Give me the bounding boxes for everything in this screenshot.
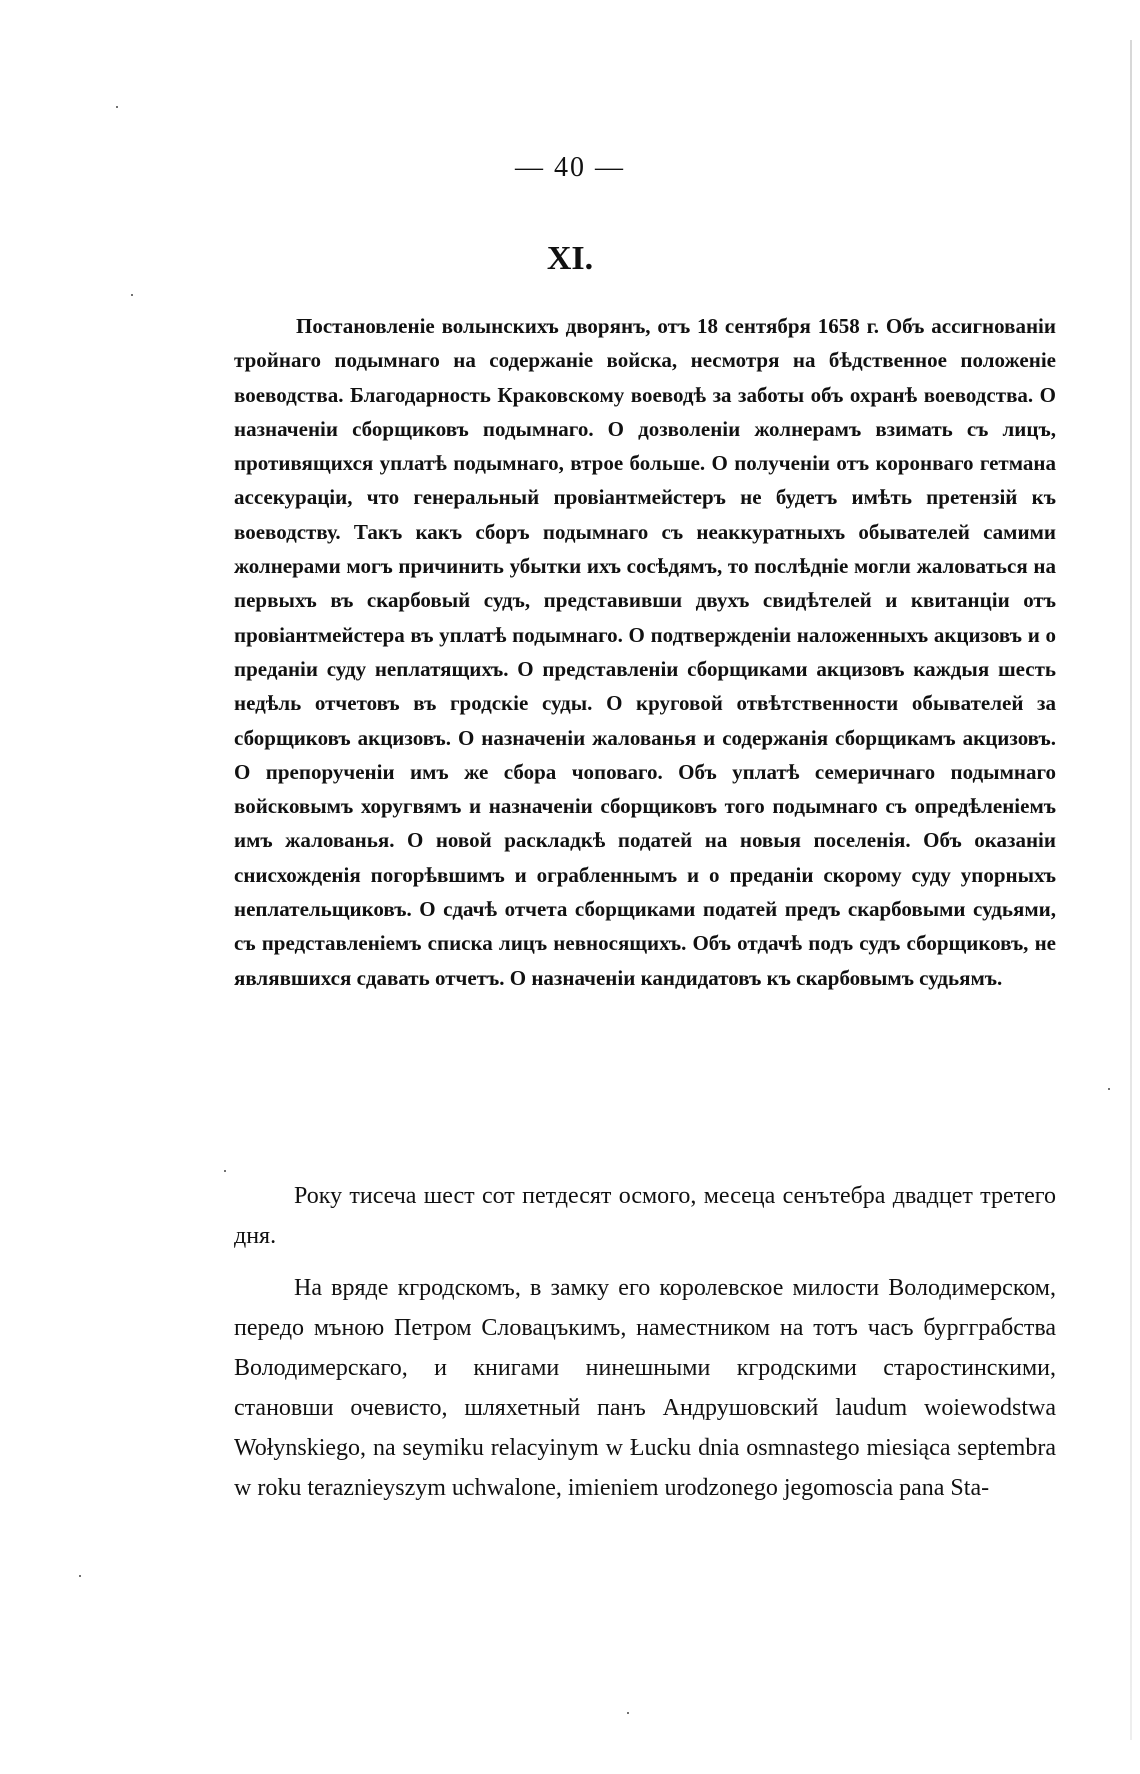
section-title: XI. [546, 240, 594, 277]
scan-speck [1108, 1088, 1110, 1090]
page-edge-shadow [1130, 40, 1132, 1740]
body-paragraph-date: Року тисеча шест сот петдесят осмого, месеца сенътебра двадцет третего дня. [234, 1183, 1056, 1249]
body-paragraph-main: На вряде кгродскомъ, в замку его королевское милости Володимерском, передо мъною Петром Словацъкимъ, наместником на тотъ часъ бургграбства Володимерскаго, и книгами нинешными кгродскими старостинскими, становши очевисто, шляхетный панъ Андрушовский laudum woiewodstwa Wołynskiego, na seymiku relacyinym w Łucku dnia osmnastego miesiąca septembra w roku teraznieyszym uchwalone, imieniem urodzonego jegomoscia pana Sta- [234, 1275, 1056, 1501]
scan-speck [224, 1170, 226, 1172]
scan-speck [131, 294, 133, 296]
scan-speck [627, 1712, 629, 1714]
section-summary: Постановленіе волынскихъ дворянъ, отъ 18 сентября 1658 г. Объ ассигнованіи тройнаго подымнаго на содержаніе войска, несмотря на бѣдственное положеніе воеводства. Благодарность Краковскому воеводѣ за заботы объ охранѣ воеводства. О назначеніи сборщиковъ подымнаго. О дозволеніи жолнерамъ взимать съ лицъ, противящихся уплатѣ подымнаго, втрое больше. О полученіи отъ коронваго гетмана ассекураціи, что генеральный провіантмейстеръ не будетъ имѣть претензій къ воеводству. Такъ какъ сборъ подымнаго съ неаккуратныхъ обывателей самими жолнерами могъ причинить убытки ихъ сосѣдямъ, то послѣдніе могли жаловаться на первыхъ въ скарбовый судъ, представивши двухъ свидѣтелей и квитанціи отъ провіантмейстера въ уплатѣ подымнаго. О подтвержденіи наложенныхъ акцизовъ и о преданіи суду неплатящихъ. О представленіи сборщиками акцизовъ каждыя шесть недѣль отчетовъ въ гродскіе суды. О круговой отвѣтственности обывателей за сборщиковъ акцизовъ. О назначеніи жалованья и содержанія сборщикамъ акцизовъ. О препорученіи имъ же сбора чоповаго. Объ уплатѣ семеричнаго подымнаго войсковымъ хоругвямъ и назначеніи сборщиковъ того подымнаго съ опредѣленіемъ имъ жалованья. О новой раскладкѣ податей на новыя поселенія. Объ оказаніи снисхожденія погорѣвшимъ и ограбленнымъ и о преданіи скорому суду упорныхъ неплательщиковъ. О сдачѣ отчета сборщиками податей предъ скарбовыми судьями, съ представленіемъ списка лицъ невносящихъ. Объ отдачѣ подъ судъ сборщиковъ, не являвшихся сдавать отчетъ. О назначеніи кандидатовъ къ скарбовымъ судьямъ. [234, 314, 1056, 990]
scan-speck [79, 1575, 81, 1577]
page-number: — 40 — [515, 152, 625, 183]
scan-speck [116, 106, 118, 108]
